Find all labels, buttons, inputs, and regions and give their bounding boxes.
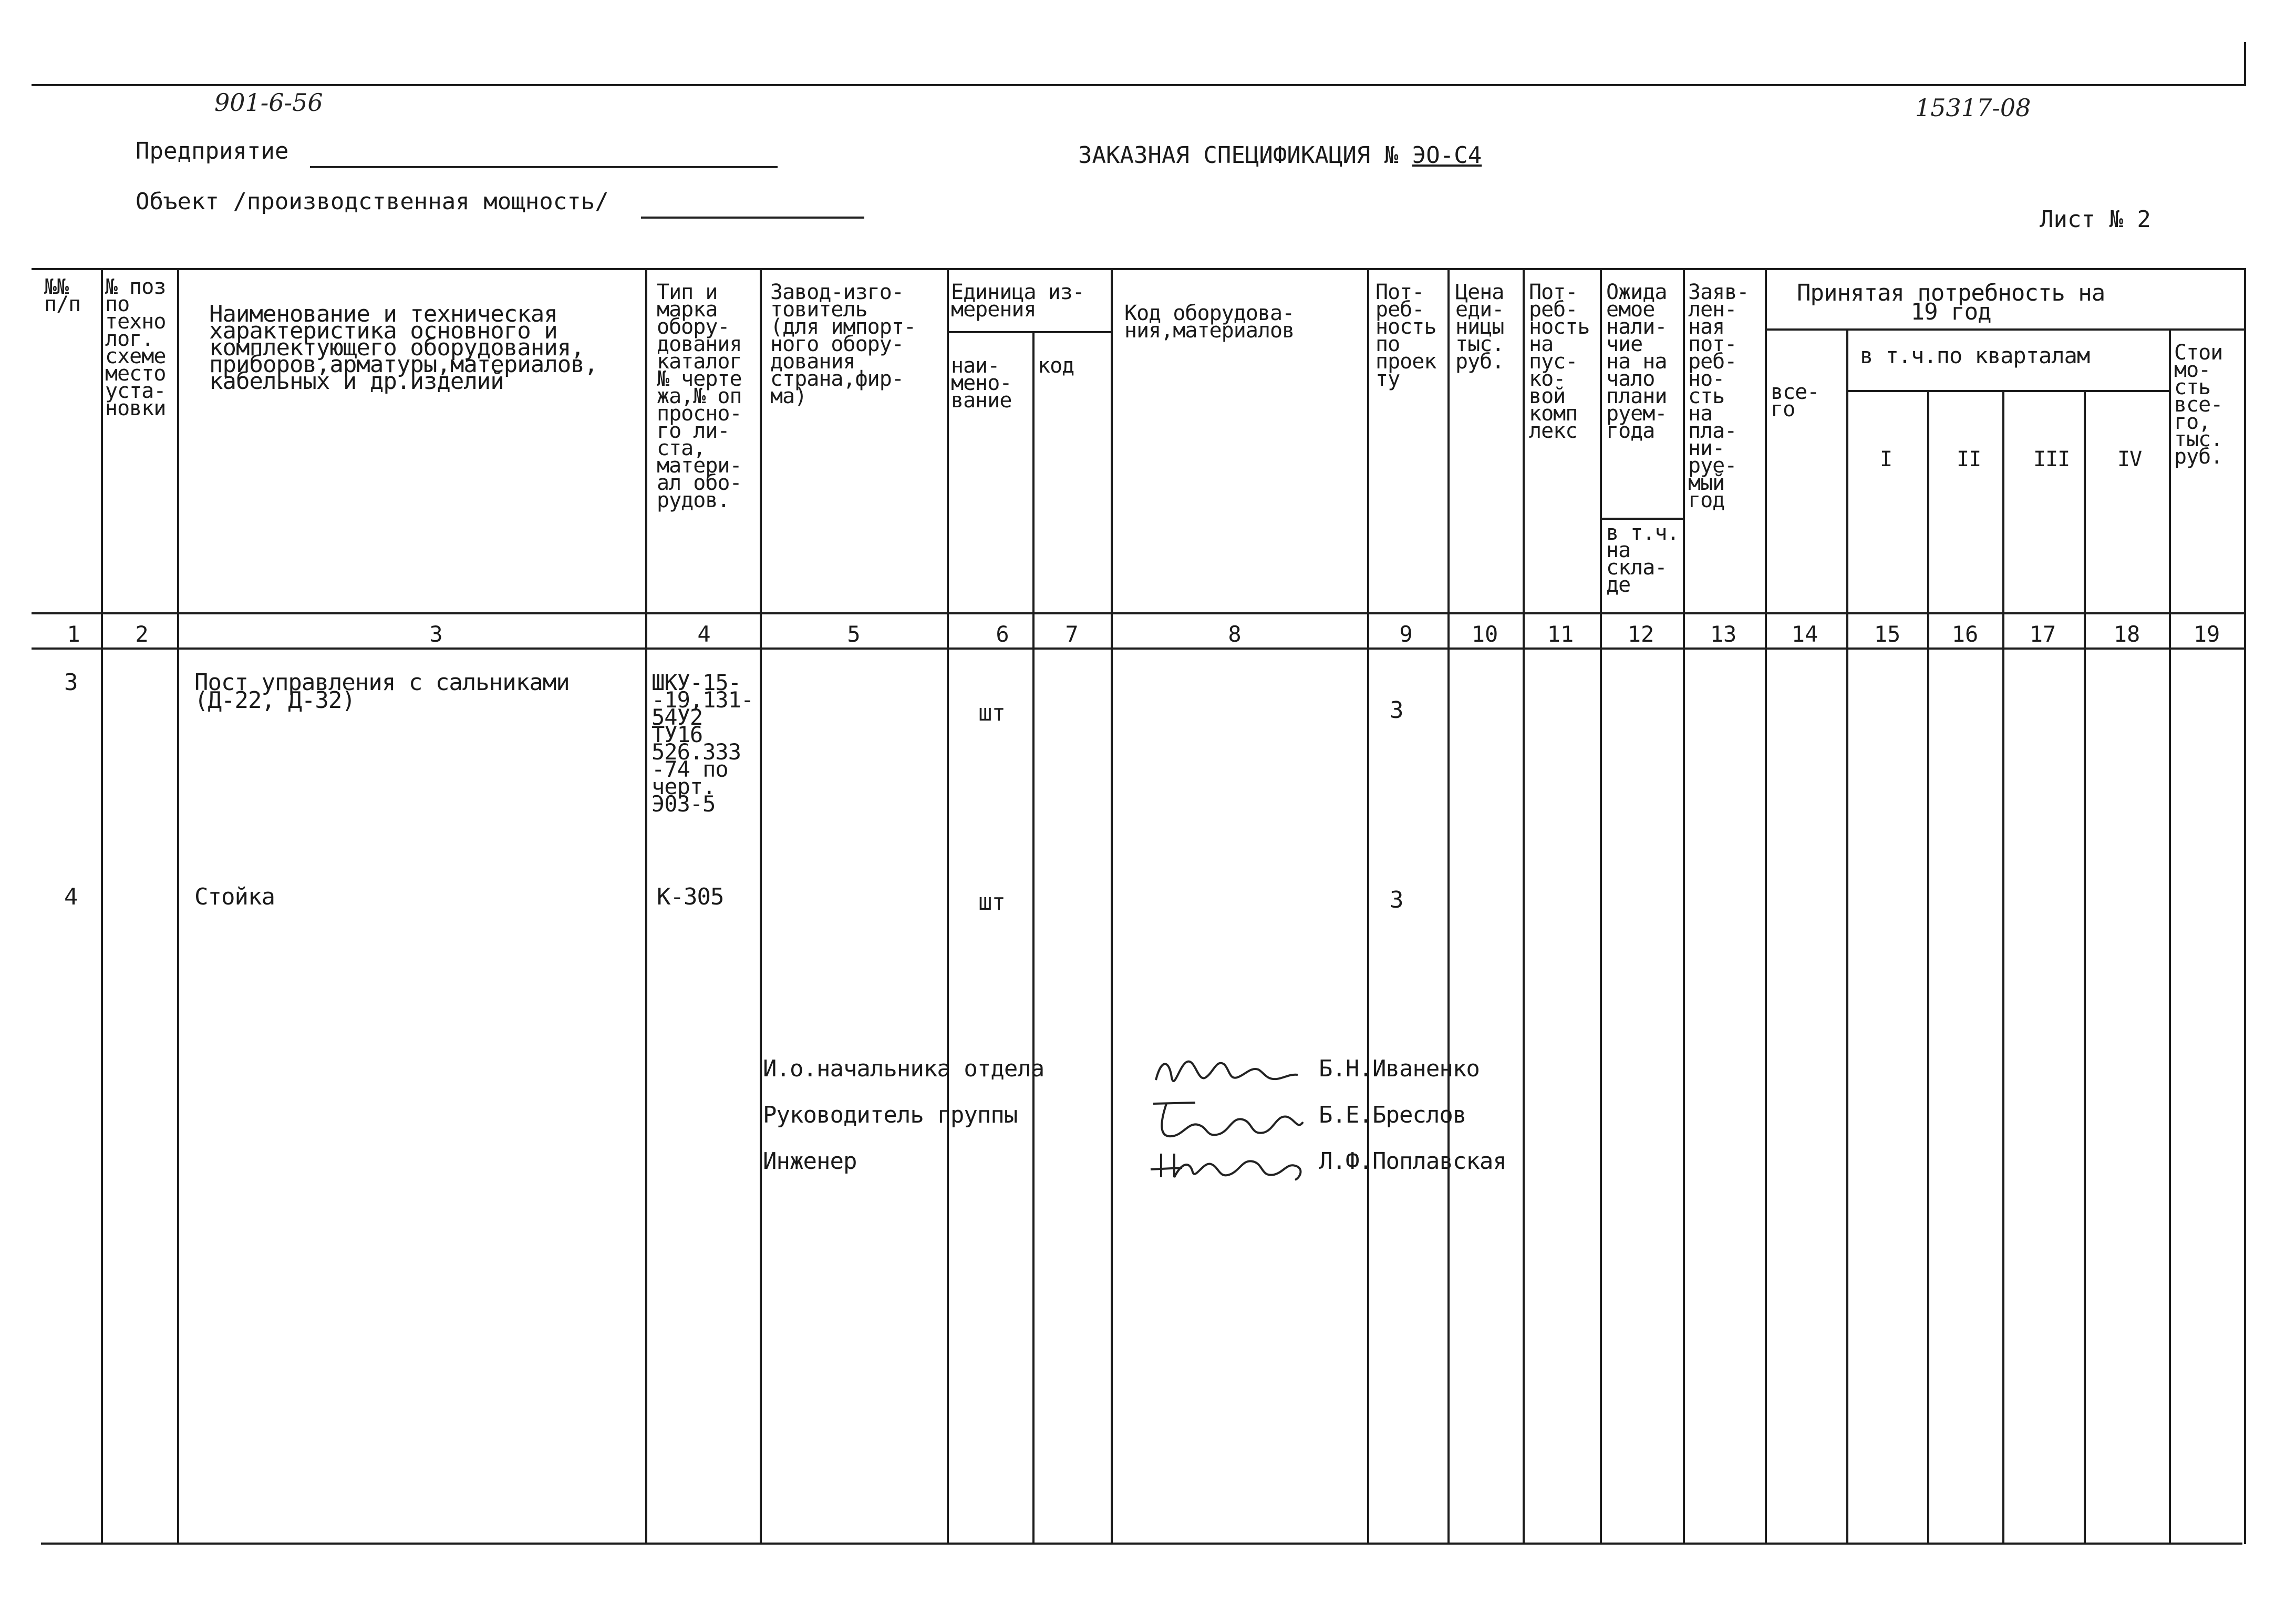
- quarter-4-header: IV: [2117, 447, 2142, 471]
- col-line-7: [1111, 268, 1113, 1544]
- col-number: 19: [2193, 621, 2220, 647]
- item-qty: 3: [1390, 697, 1403, 724]
- object-field: [641, 217, 864, 219]
- col10-header: Цена еди- ницы тыс. руб.: [1455, 280, 1504, 374]
- row-number: 4: [64, 883, 78, 910]
- col-line-18: [2169, 328, 2171, 1544]
- col14-header: все- го: [1771, 380, 1819, 422]
- quarter-3-header: III: [2033, 447, 2070, 471]
- col-number: 3: [429, 621, 443, 647]
- col9-header: Пот- реб- ность по проек ту: [1375, 280, 1436, 391]
- enterprise-field: [310, 166, 778, 168]
- col7-header: код: [1038, 354, 1074, 378]
- col3-header: Наименование и техническая характеристика основного и комплектующего оборудования, приборов,арматуры,материалов, кабельных и др.изделий: [209, 301, 598, 395]
- unit-header: Единица из- мерения: [951, 280, 1084, 322]
- item-name: Стойка: [194, 883, 275, 910]
- col13-header: Заяв- лен- ная пот- реб- но- сть на пла- ни- руе- мый год: [1688, 280, 1749, 512]
- accepted-header: Принятая потребность на 19 год: [1797, 280, 2105, 325]
- col19-header: Стои мо- сть все- го, тыс. руб.: [2174, 341, 2223, 469]
- col-number: 9: [1399, 621, 1413, 647]
- spec-title: [1078, 142, 1482, 169]
- unit-sub-line: [949, 331, 1113, 333]
- col-number: 8: [1228, 621, 1242, 647]
- table-right-edge: [2244, 268, 2246, 1544]
- col-number: 16: [1951, 621, 1979, 647]
- col6-header: наи- мено- вание: [951, 354, 1012, 413]
- item-unit: шт: [978, 889, 1005, 916]
- col-number: 10: [1471, 621, 1498, 647]
- col-number: 15: [1874, 621, 1901, 647]
- col12-sub-header: в т.ч. на скла- де: [1606, 521, 1679, 597]
- col4-header: Тип и марка обору- дования каталог № черте жа,№ оп просно- го ли- ста, матери- ал обо- рудов.: [657, 280, 742, 512]
- item-type: К-305: [657, 883, 724, 910]
- col-number: 17: [2029, 621, 2056, 647]
- col-line-17: [2084, 390, 2086, 1544]
- table-bottom-line: [41, 1543, 2242, 1545]
- top-right-tick: [2244, 42, 2246, 86]
- col-line-11: [1600, 268, 1602, 1544]
- col1-header: №№ п/п: [44, 275, 81, 316]
- row-number: 3: [64, 669, 78, 696]
- signer-name: Б.Е.Бреслов: [1319, 1102, 1466, 1128]
- col-number: 14: [1791, 621, 1818, 647]
- col-line-6: [1032, 331, 1035, 1544]
- col-line-2: [177, 268, 179, 1544]
- col-number: 6: [996, 621, 1009, 647]
- signer-role: Инженер: [763, 1148, 857, 1175]
- table-top-line: [32, 268, 2246, 270]
- signature-scribble: [1145, 1093, 1308, 1146]
- col-number: 11: [1547, 621, 1574, 647]
- col-line-4: [760, 268, 762, 1544]
- col-line-13: [1765, 268, 1767, 1544]
- quarter-1-header: I: [1880, 447, 1892, 471]
- accepted-sub-line: [1767, 328, 2246, 331]
- col-line-12: [1683, 268, 1685, 1544]
- col-line-9: [1447, 268, 1450, 1544]
- col2-header: № поз по техно лог. схеме место уста- новки: [105, 275, 166, 420]
- col-line-10: [1523, 268, 1525, 1544]
- c12-sub-line: [1602, 518, 1685, 520]
- quarter-2-header: II: [1957, 447, 1981, 471]
- col-line-3: [645, 268, 647, 1544]
- col-line-5: [947, 268, 949, 1544]
- col-line-1: [101, 268, 103, 1544]
- item-type: ШКУ-15- -19,131- 54У2 ТУ16 526.333 -74 по черт. Э03-5: [651, 670, 754, 817]
- col5-header: Завод-изго- товитель (для импорт- ного обору- дования страна,фир- ма): [770, 280, 916, 408]
- item-qty: 3: [1390, 887, 1403, 913]
- spec-title-prefix: ЗАКАЗНАЯ СПЕЦИФИКАЦИЯ №: [1078, 142, 1399, 169]
- col-number: 13: [1710, 621, 1737, 647]
- col-line-8: [1367, 268, 1369, 1544]
- top-rule: [32, 84, 2246, 86]
- col-line-16: [2002, 390, 2004, 1544]
- col-number: 7: [1065, 621, 1079, 647]
- signer-name: Б.Н.Иваненко: [1319, 1055, 1480, 1082]
- col-line-15: [1927, 390, 1929, 1544]
- signature-scribble: [1151, 1048, 1308, 1096]
- item-unit: шт: [978, 700, 1005, 726]
- col8-header: Код оборудова- ния,материалов: [1124, 301, 1295, 343]
- object-label: Объект /производственная мощность/: [136, 188, 609, 215]
- signer-role: И.о.начальника отдела: [763, 1055, 1044, 1082]
- col-number: 5: [847, 621, 861, 647]
- enterprise-label: Предприятие: [136, 138, 289, 165]
- sheet-label: Лист № 2: [2040, 206, 2151, 233]
- signature-scribble: [1145, 1140, 1308, 1188]
- header-bottom-line: [32, 612, 2246, 614]
- signer-name: Л.Ф.Поплавская: [1319, 1148, 1506, 1175]
- sheet-code: 15317-08: [1915, 94, 2031, 122]
- signer-role: Руководитель группы: [763, 1102, 1018, 1128]
- col-number: 18: [2113, 621, 2140, 647]
- col11-header: Пот- реб- ность на пус- ко- вой комп лекс: [1529, 280, 1590, 443]
- doc-code: 901-6-56: [214, 88, 323, 117]
- col-number: 2: [135, 621, 149, 647]
- item-name: Пост управления с сальниками (Д-22, Д-32): [194, 669, 570, 714]
- col-number: 12: [1627, 621, 1654, 647]
- col-line-14: [1846, 328, 1848, 1544]
- numbers-bottom-line: [32, 647, 2246, 650]
- col-number: 1: [67, 621, 80, 647]
- quarters-sub-line: [1848, 390, 2171, 392]
- col-number: 4: [697, 621, 711, 647]
- col12-header: Ожида емое нали- чие на на чало плани руем- года: [1606, 280, 1667, 443]
- quarters-header: в т.ч.по кварталам: [1860, 343, 2090, 368]
- spec-number: ЭО-С4: [1412, 142, 1482, 169]
